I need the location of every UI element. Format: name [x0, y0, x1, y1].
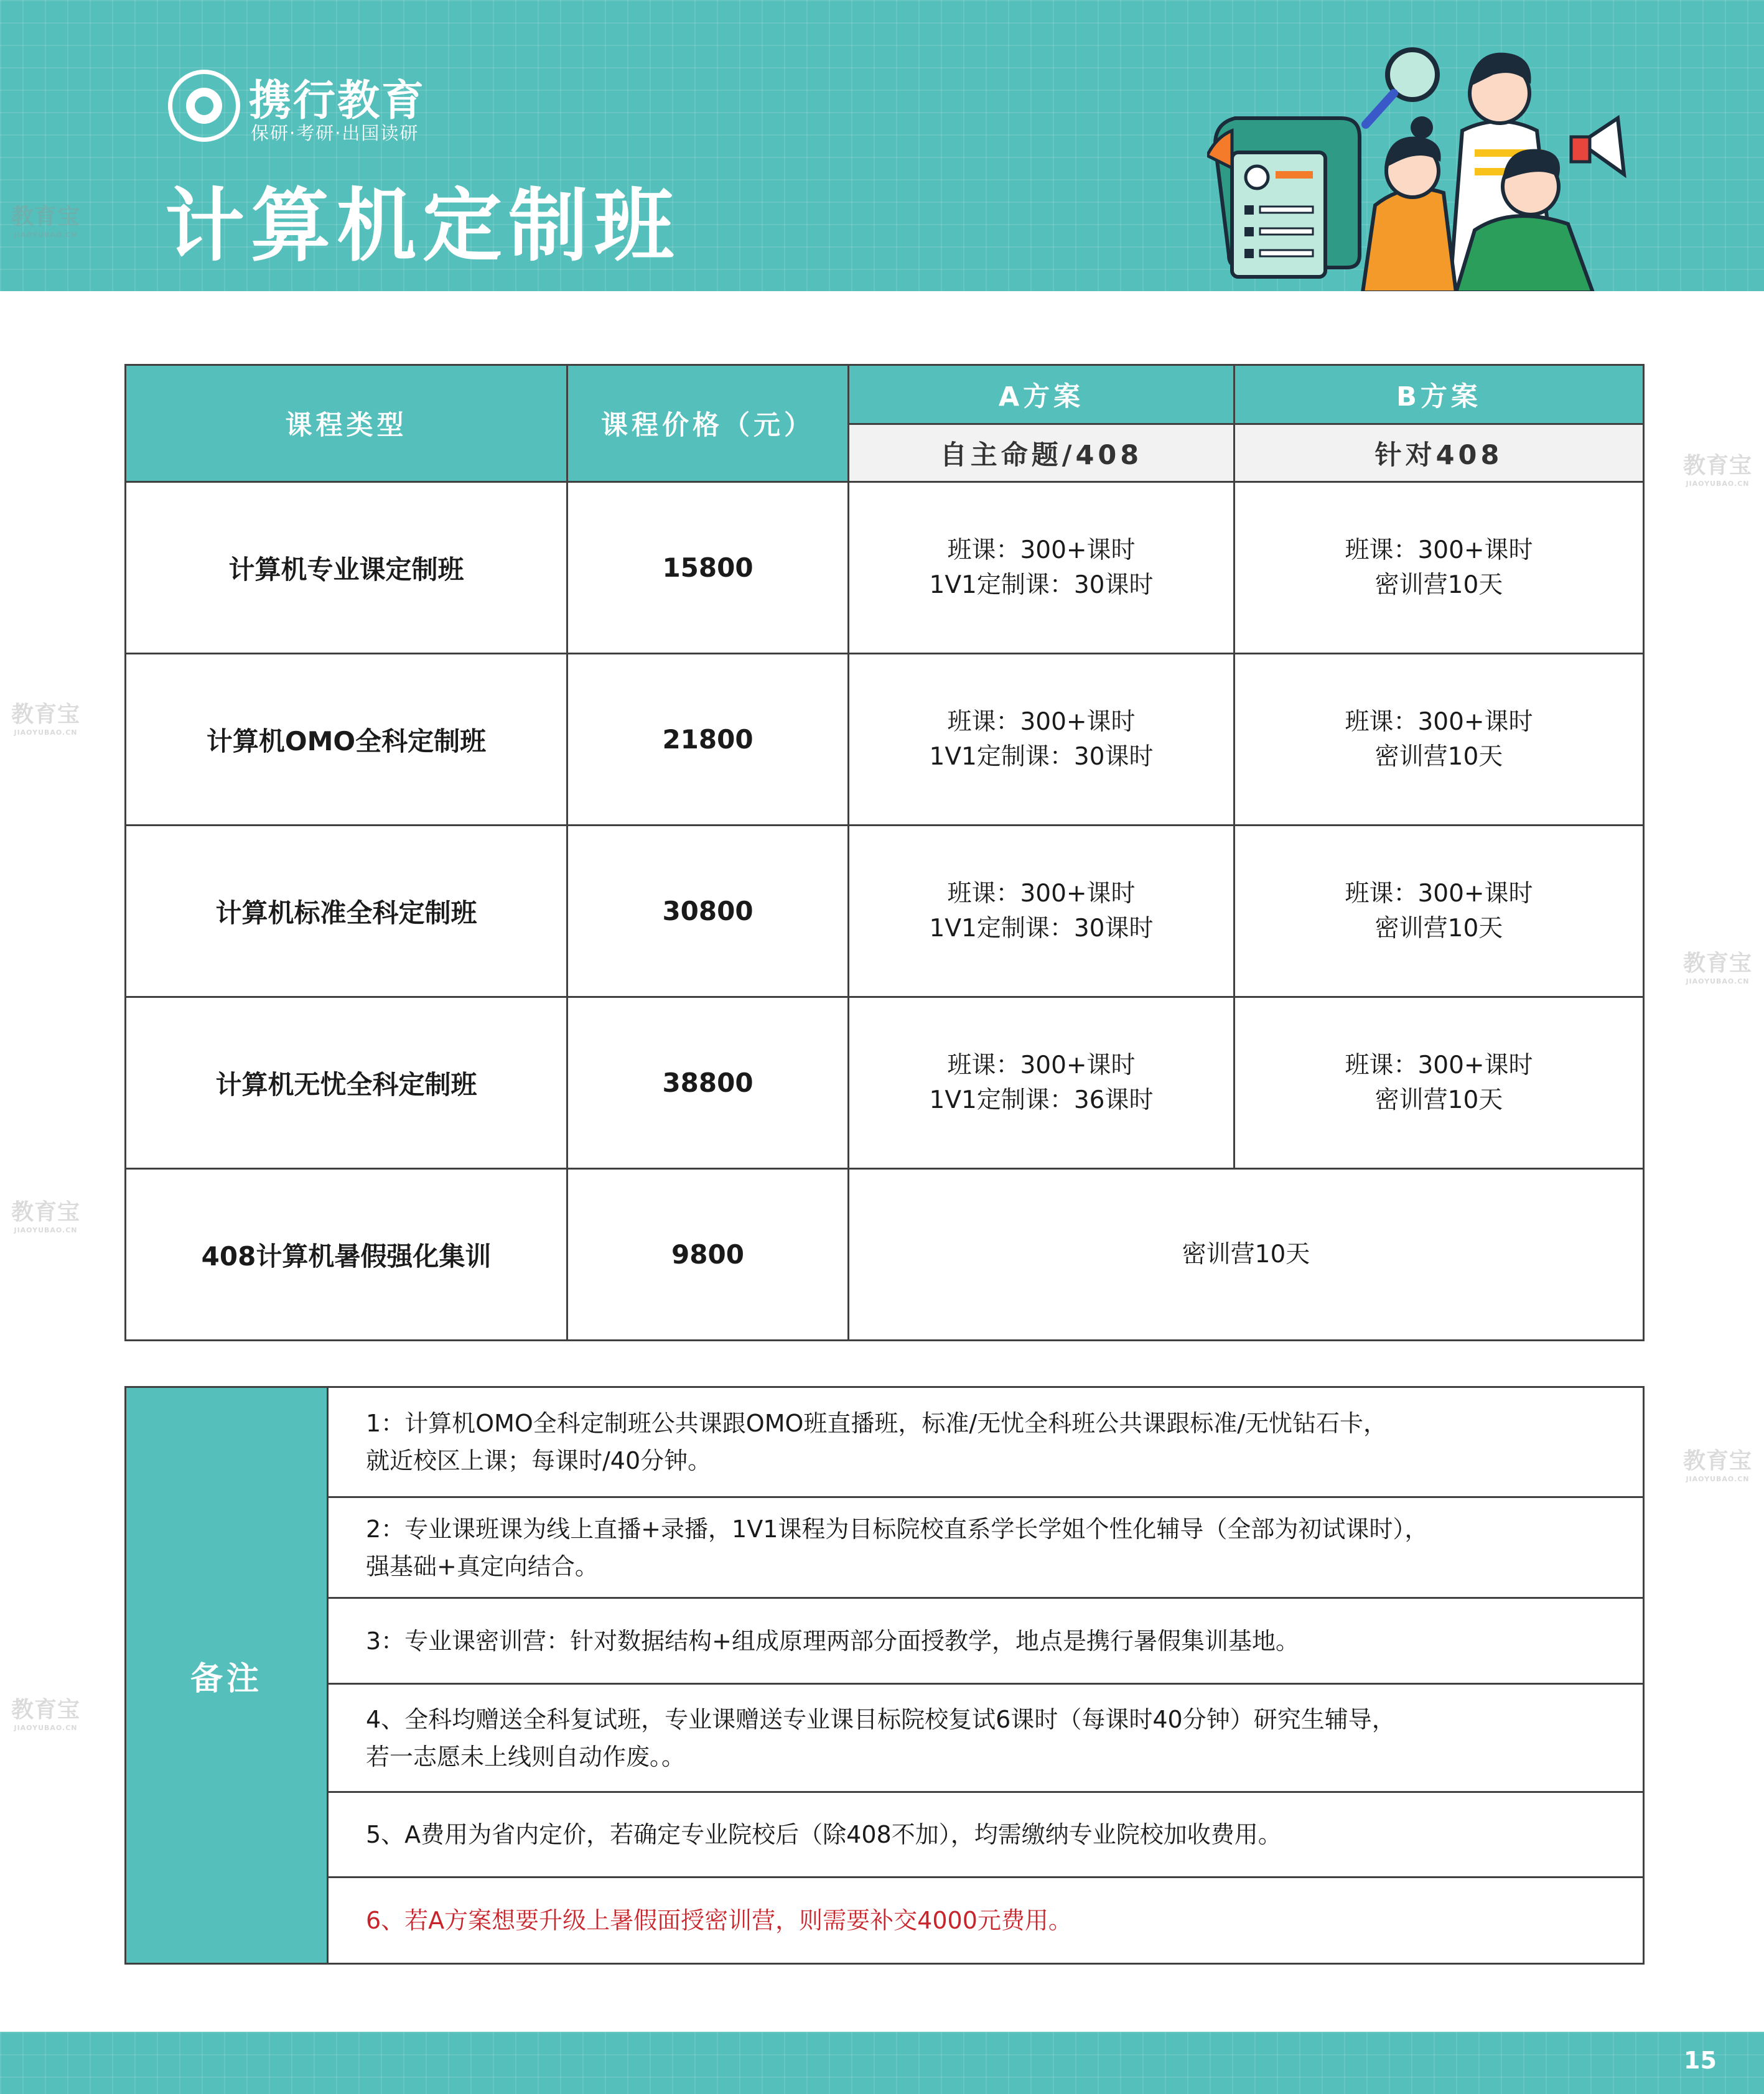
header-banner: [0, 0, 1764, 291]
brand-name: 携行教育: [249, 77, 426, 126]
plan-b-cell: 班课：300+课时 密训营10天: [1234, 482, 1644, 654]
header-plan-b-sub: 针对408: [1234, 424, 1644, 482]
plan-b-cell: 班课：300+课时 密训营10天: [1234, 826, 1644, 997]
plan-b-cell: 班课：300+课时 密训营10天: [1234, 997, 1644, 1169]
page-number: 15: [1684, 2047, 1717, 2074]
notes-table: [124, 1386, 1645, 1965]
plan-a-cell: 班课：300+课时 1V1定制课：30课时: [849, 826, 1234, 997]
watermark: 教育宝 JIAOYUBAO.CN: [1683, 453, 1753, 488]
header-plan-b: B方案: [1234, 365, 1644, 424]
course-price: 38800: [567, 997, 849, 1169]
note-item: 4、全科均赠送全科复试班，专业课赠送专业课目标院校复试6课时（每课时40分钟）研究生辅导， 若一志愿未上线则自动作废。。: [328, 1684, 1644, 1792]
plan-a-cell: 班课：300+课时 1V1定制课：36课时: [849, 997, 1234, 1169]
plan-a-cell: 班课：300+课时 1V1定制课：30课时: [849, 482, 1234, 654]
note-item: 3：专业课密训营：针对数据结构+组成原理两部分面授教学，地点是携行暑假集训基地。: [328, 1598, 1644, 1684]
plan-b-cell: 班课：300+课时 密训营10天: [1234, 654, 1644, 826]
watermark: 教育宝 JIAOYUBAO.CN: [11, 702, 81, 737]
header-plan-a: A方案: [849, 365, 1234, 424]
table-row: [126, 482, 1644, 654]
course-type: 408计算机暑假强化集训: [126, 1169, 567, 1341]
plan-merged-cell: 密训营10天: [849, 1169, 1644, 1341]
course-price: 30800: [567, 826, 849, 997]
table-row: [126, 654, 1644, 826]
note-item-highlight: 6、若A方案想要升级上暑假面授密训营，则需要补交4000元费用。: [328, 1878, 1644, 1964]
course-type: 计算机标准全科定制班: [126, 826, 567, 997]
watermark: 教育宝 JIAOYUBAO.CN: [1683, 1448, 1753, 1483]
course-type: 计算机专业课定制班: [126, 482, 567, 654]
course-price: 9800: [567, 1169, 849, 1341]
team-illustration: [1207, 25, 1655, 291]
page-title: 计算机定制班: [165, 180, 681, 272]
header-course-type: 课程类型: [126, 365, 567, 482]
watermark: 教育宝 JIAOYUBAO.CN: [1683, 951, 1753, 985]
note-item: 5、A费用为省内定价，若确定专业院校后（除408不加），均需缴纳专业院校加收费用。: [328, 1792, 1644, 1878]
pricing-table: [124, 364, 1645, 1341]
notes-label: 备注: [126, 1387, 328, 1964]
plan-a-cell: 班课：300+课时 1V1定制课：30课时: [849, 654, 1234, 826]
header-course-price: 课程价格（元）: [567, 365, 849, 482]
watermark: 教育宝 JIAOYUBAO.CN: [11, 1697, 81, 1732]
footer-bar: [0, 2032, 1764, 2094]
watermark: 教育宝 JIAOYUBAO.CN: [11, 204, 81, 239]
note-item: 1：计算机OMO全科定制班公共课跟OMO班直播班，标准/无忧全科班公共课跟标准/无忧钻石卡， 就近校区上课；每课时/40分钟。: [328, 1387, 1644, 1497]
course-type: 计算机OMO全科定制班: [126, 654, 567, 826]
course-price: 15800: [567, 482, 849, 654]
header-plan-a-sub: 自主命题/408: [849, 424, 1234, 482]
note-item: 2：专业课班课为线上直播+录播，1V1课程为目标院校直系学长学姐个性化辅导（全部为初试课时）， 强基础+真定向结合。: [328, 1497, 1644, 1598]
table-row: [126, 997, 1644, 1169]
table-row: [126, 826, 1644, 997]
course-price: 21800: [567, 654, 849, 826]
table-row: [126, 1169, 1644, 1341]
brand-logo: [168, 70, 240, 142]
watermark: 教育宝 JIAOYUBAO.CN: [11, 1199, 81, 1234]
course-type: 计算机无忧全科定制班: [126, 997, 567, 1169]
brand-slogan: 保研·考研·出国读研: [251, 123, 419, 144]
